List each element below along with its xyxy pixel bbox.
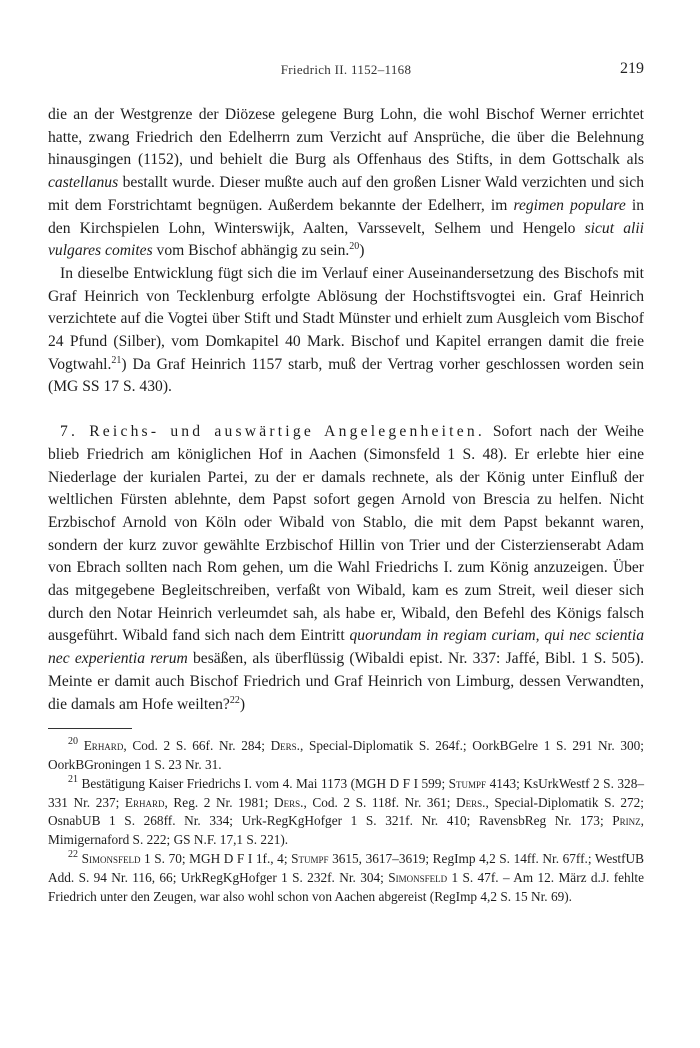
text-run: , Cod. 2 S. 118f. Nr. 361;	[303, 794, 457, 810]
author-name: Stumpf	[291, 851, 329, 867]
text-run: , Special-Diplomatik S. 272; OsnabUB 1 S. 268ff. Nr. 334; Urk-RegKgHofger 1 S. 321f. Nr. 410; RavensbReg Nr. 173;	[48, 794, 644, 829]
text-run: )	[359, 242, 365, 260]
text-run: 4143; KsUrkWestf 2 S. 328–331 Nr. 237;	[48, 775, 644, 810]
running-title: Friedrich II. 1152–1168	[280, 62, 412, 77]
footnote-ref-21[interactable]: 21	[111, 354, 122, 366]
author-name: Ders.	[270, 738, 301, 754]
footnote-mark: 22	[68, 849, 78, 861]
author-name: Ders.	[456, 794, 486, 810]
text-run: In dieselbe Entwicklung fügt sich die im Verlauf einer Auseinandersetzung des Bischofs mit Graf Heinrich von Tecklenburg erfolgte Ablösung der Hochstiftsvogtei ein. Graf Heinrich verzichtete auf die Vogtei über Stift und Stadt Münster und erhielt zum Ausgleich vom Bischof 24 Pfund (Silber), vom Domkapitel 40 Mark. Bischof und Kapitel errangen damit die freie Vogtwahl.	[48, 264, 644, 373]
text-run: bestallt wurde. Dieser mußte auch auf den großen Lisner Wald verzichten und sich mit dem Forstrichtamt begnügen. Außerdem bekannte der Edelherr, im	[48, 174, 644, 214]
latin-term: castellanus	[48, 174, 119, 192]
text-run: , Mimigernaford S. 222; GS N.F. 17,1 S. 221).	[48, 813, 644, 848]
author-name: Erhard	[124, 794, 165, 810]
author-name: Simonsfeld	[81, 851, 141, 867]
footnote-divider	[48, 728, 132, 729]
footnote-21	[48, 775, 644, 850]
text-run: 1 S. 47f. – Am 12. März d.J. fehlte Friedrich unter den Zeugen, war also wohl schon von Aachen abgereist (RegImp 4,2 S. 15 Nr. 69).	[48, 869, 644, 904]
text-run: Sofort nach der Weihe blieb Friedrich am königlichen Hof in Aachen (Simonsfeld 1 S. 48). Er erlebte hier eine Niederlage der kurialen Partei, zu der er damals rechnete, als der König unter Einfluß der weltlichen Fürsten ablehnte, dem Papst sofort gegen Arnold von Brescia zu helfen. Nicht Erzbischof Arnold von Köln oder Wibald von Stablo, die mit dem Papst bekannt waren, sondern der kurz zuvor gewählte Erzbischof Hillin von Trier und der Cisterzienserabt Adam von Ebrach sollten nach Rom gehen, um die Wahl Friedrichs I. zum König anzuzeigen. Über das mitgegebene Begleitschreiben, verfaßt von Wibald, kam es zum Streit, weil dieser sich durch den Notar Heinrich verleumdet sah, als habe er, Wibald, den Befehl des Königs falsch ausgeführt. Wibald fand sich nach dem Eintritt	[48, 423, 644, 645]
text-run: in den Kirchspielen Lohn, Winterswijk, Aalten, Varssevelt, Selhem und Hengelo	[48, 196, 644, 237]
paragraph-reichsangelegenheiten	[48, 421, 644, 716]
text-run: vom Bischof abhängig zu sein.	[152, 242, 350, 260]
book-page	[48, 62, 644, 906]
footnote-22	[48, 850, 644, 906]
text-run: 3615, 3617–3619; RegImp 4,2 S. 14ff. Nr. 67ff.; WestfUB Add. S. 94 Nr. 116, 66; UrkRegKgHofger 1 S. 232f. Nr. 304;	[48, 851, 645, 885]
latin-term: sicut alii vulgares comites	[48, 219, 644, 260]
paragraph-burg-lohn	[48, 104, 644, 263]
text-run: , Reg. 2 Nr. 1981;	[164, 794, 274, 810]
latin-quote: quorundam in regiam curiam, qui nec scientia nec experientia rerum	[48, 627, 644, 668]
page-number: 219	[620, 60, 644, 77]
text-run: ) Da Graf Heinrich 1157 starb, muß der Vertrag vorher geschlossen worden sein (MG SS 17 S. 430).	[48, 355, 644, 396]
section-heading: 7. Reichs- und auswärtige Angelegenheiten.	[60, 423, 485, 441]
author-name: Prinz	[612, 813, 641, 829]
page-header	[48, 62, 644, 86]
footnote-ref-22[interactable]: 22	[229, 694, 240, 706]
author-name: Stumpf	[448, 775, 487, 791]
footnotes	[48, 737, 644, 906]
text-run: die an der Westgrenze der Diözese gelegene Burg Lohn, die wohl Bischof Werner errichtet hatte, zwang Friedrich den Edelherrn zum Verzicht auf Ansprüche, die über die Belehnung hinausgingen (1152), und behielt die Burg als Offenhaus des Stifts, in dem Gottschalk als	[48, 106, 644, 169]
footnote-ref-20[interactable]: 20	[349, 241, 360, 253]
main-text	[48, 104, 644, 716]
footnote-mark: 21	[68, 773, 78, 785]
footnote-mark: 20	[68, 736, 78, 748]
text-run: , Cod. 2 S. 66f. Nr. 284;	[123, 738, 271, 754]
text-run: 1 S. 70; MGH D F I 1f., 4;	[140, 851, 292, 867]
latin-term: regimen populare	[513, 196, 626, 214]
text-run: , Special-Diplomatik S. 264f.; OorkBGelre 1 S. 291 Nr. 300; OorkBGroningen 1 S. 23 Nr. 31.	[48, 738, 644, 773]
footnote-20	[48, 737, 644, 775]
author-name: Simonsfeld	[388, 869, 448, 885]
author-name: Ders.	[274, 794, 304, 810]
text-run: )	[239, 695, 246, 713]
text-run: besäßen, als überflüssig (Wibaldi epist. Nr. 337: Jaffé, Bibl. 1 S. 505). Meinte er damit auch Bischof Friedrich und Graf Heinrich von Limburg, dessen Verwandten, die damals am Hofe weilten?	[48, 650, 644, 713]
author-name: Erhard	[83, 738, 124, 754]
text-run: Bestätigung Kaiser Friedrichs I. vom 4. Mai 1173 (MGH D F I 599;	[78, 775, 449, 791]
paragraph-hochstiftsvogtei	[48, 263, 644, 399]
